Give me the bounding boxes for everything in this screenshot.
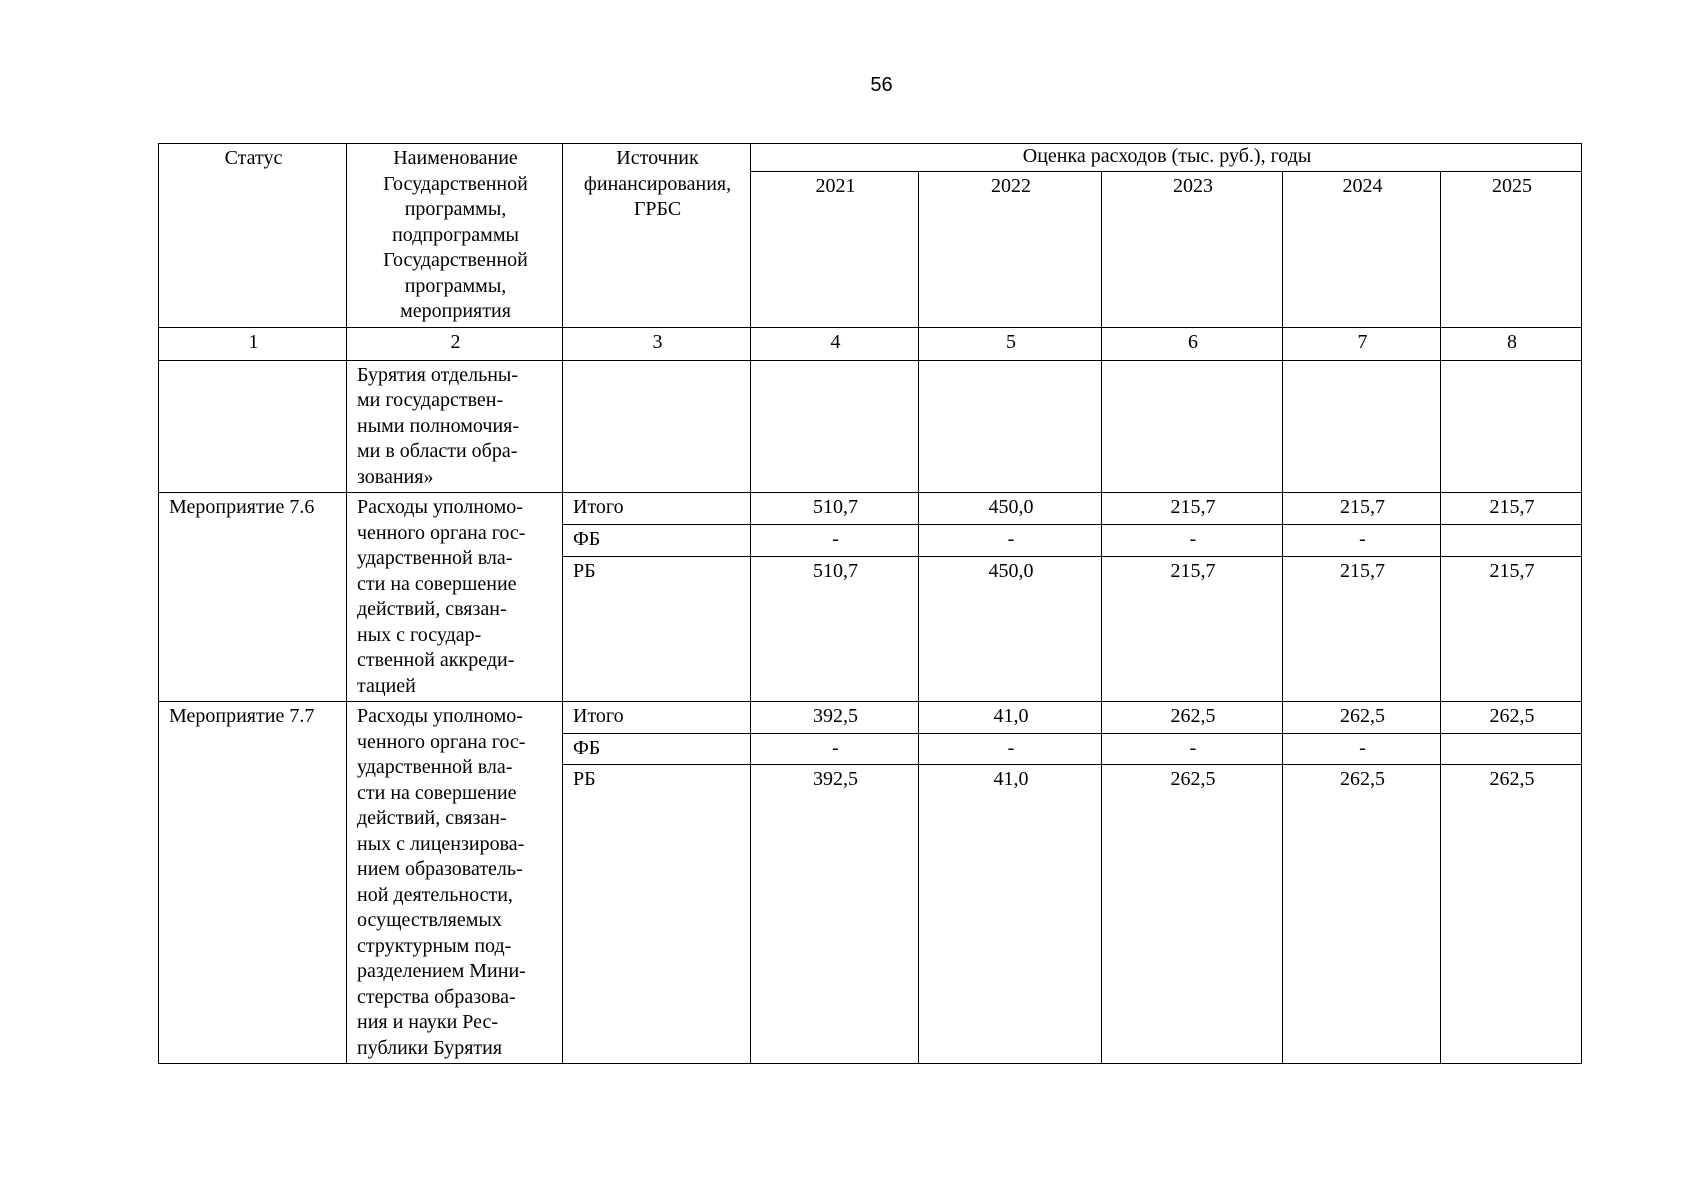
- continuation-row: [159, 360, 1582, 493]
- value-cell: 41,0: [919, 765, 1102, 1064]
- value-cell: 215,7: [1441, 493, 1582, 525]
- activity-7-7-itogo-row: [159, 702, 1582, 734]
- empty-cell: [919, 360, 1102, 493]
- value-cell: [1441, 525, 1582, 557]
- funding-source: РБ: [563, 557, 751, 702]
- value-cell: 510,7: [751, 493, 919, 525]
- empty-cell: [1441, 360, 1582, 493]
- column-number: 4: [751, 327, 919, 360]
- value-cell: 510,7: [751, 557, 919, 702]
- value-cell: 262,5: [1283, 702, 1441, 734]
- column-number: 2: [347, 327, 563, 360]
- header-name: Наименование Государственной программы, подпрограммы Государственной программы, мероприятия: [347, 144, 563, 328]
- column-number: 3: [563, 327, 751, 360]
- value-cell: 392,5: [751, 765, 919, 1064]
- value-cell: 450,0: [919, 493, 1102, 525]
- page-number: 56: [870, 74, 893, 96]
- column-number-row: [159, 327, 1582, 360]
- funding-source: РБ: [563, 765, 751, 1064]
- header-year: 2021: [751, 171, 919, 327]
- empty-cell: [751, 360, 919, 493]
- value-cell: 262,5: [1441, 702, 1582, 734]
- activity-7-6-itogo-row: [159, 493, 1582, 525]
- activity-status: Мероприятие 7.7: [159, 702, 347, 1064]
- header-status: Статус: [159, 144, 347, 328]
- value-cell: 215,7: [1283, 557, 1441, 702]
- activity-name: Расходы уполномо- ченного органа гос- ударственной вла- сти на совершение действий, связан- ных с государ- ственной аккреди- тацией: [347, 493, 563, 702]
- column-number: 7: [1283, 327, 1441, 360]
- funding-source: ФБ: [563, 733, 751, 765]
- value-cell: -: [1283, 733, 1441, 765]
- value-cell: -: [1102, 525, 1283, 557]
- value-cell: -: [919, 525, 1102, 557]
- activity-name: Расходы уполномо- ченного органа гос- ударственной вла- сти на совершение действий, связан- ных с лицензирова- нием образователь- ной деятельности, осуществляемых структурным под- разделением Мини- стерства образова- ния и науки Рес- публики Бурятия: [347, 702, 563, 1064]
- column-number: 1: [159, 327, 347, 360]
- header-year: 2025: [1441, 171, 1582, 327]
- empty-cell: [563, 360, 751, 493]
- value-cell: 450,0: [919, 557, 1102, 702]
- value-cell: 262,5: [1102, 702, 1283, 734]
- header-year: 2022: [919, 171, 1102, 327]
- activity-status: Мероприятие 7.6: [159, 493, 347, 702]
- value-cell: 392,5: [751, 702, 919, 734]
- value-cell: -: [1283, 525, 1441, 557]
- empty-cell: [1283, 360, 1441, 493]
- value-cell: 215,7: [1283, 493, 1441, 525]
- header-estimate: Оценка расходов (тыс. руб.), годы: [751, 144, 1582, 172]
- value-cell: 215,7: [1102, 493, 1283, 525]
- value-cell: 262,5: [1283, 765, 1441, 1064]
- empty-cell: [159, 360, 347, 493]
- value-cell: 262,5: [1441, 765, 1582, 1064]
- funding-source: Итого: [563, 702, 751, 734]
- empty-cell: [1102, 360, 1283, 493]
- value-cell: 215,7: [1441, 557, 1582, 702]
- header-source: Источник финансирования, ГРБС: [563, 144, 751, 328]
- value-cell: -: [919, 733, 1102, 765]
- value-cell: [1441, 733, 1582, 765]
- column-number: 8: [1441, 327, 1582, 360]
- value-cell: -: [1102, 733, 1283, 765]
- value-cell: 262,5: [1102, 765, 1283, 1064]
- header-year: 2024: [1283, 171, 1441, 327]
- value-cell: -: [751, 525, 919, 557]
- column-number: 6: [1102, 327, 1283, 360]
- continuation-name: Бурятия отдельны- ми государствен- ными полномочия- ми в области обра- зования»: [347, 360, 563, 493]
- funding-source: Итого: [563, 493, 751, 525]
- header-year: 2023: [1102, 171, 1283, 327]
- budget-table: [158, 143, 1582, 1064]
- funding-source: ФБ: [563, 525, 751, 557]
- header-row: [159, 144, 1582, 172]
- value-cell: 41,0: [919, 702, 1102, 734]
- column-number: 5: [919, 327, 1102, 360]
- value-cell: 215,7: [1102, 557, 1283, 702]
- value-cell: -: [751, 733, 919, 765]
